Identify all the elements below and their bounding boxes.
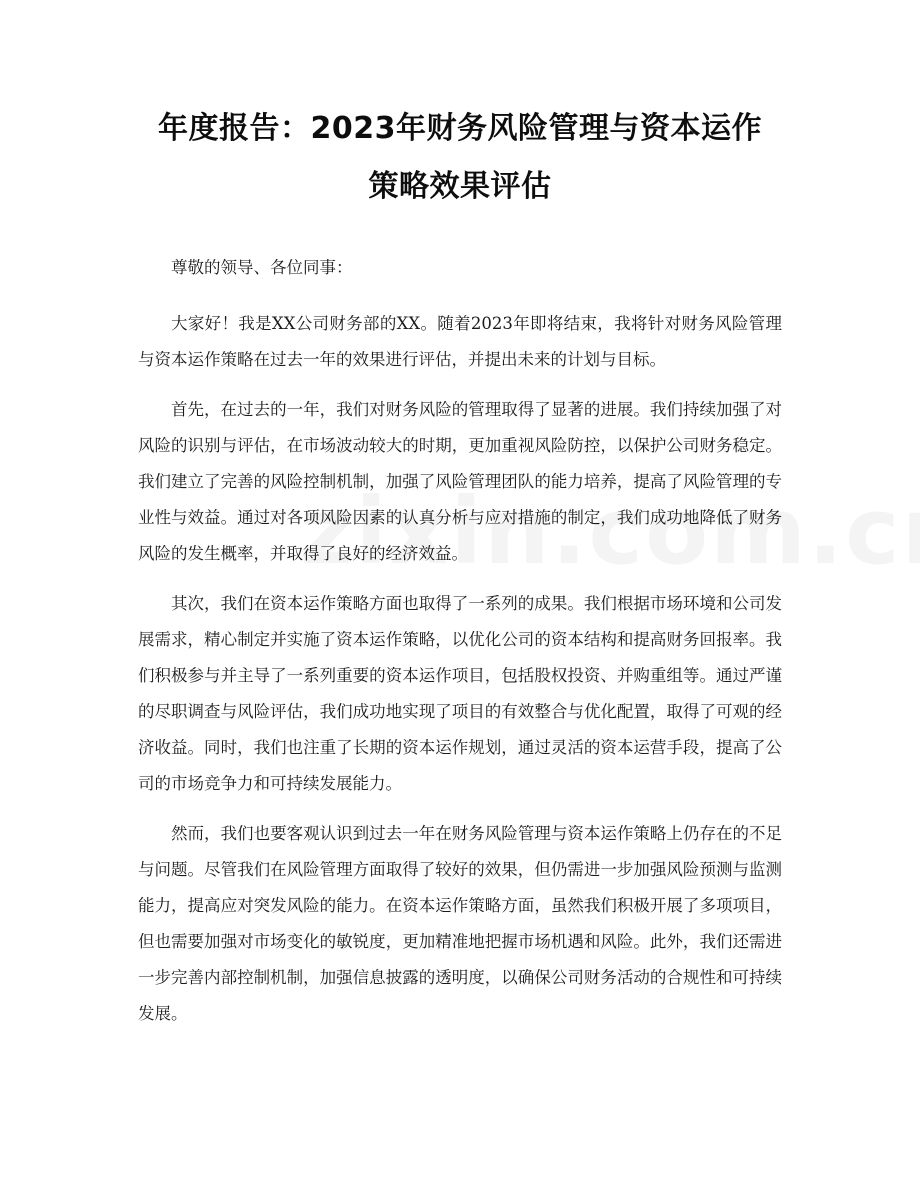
document-title xyxy=(138,100,782,216)
title-line-1: 年度报告：2023年财务风险管理与资本运作 xyxy=(158,111,762,146)
document-body xyxy=(138,250,782,1032)
salutation: 尊敬的领导、各位同事： xyxy=(171,258,353,277)
paragraph-intro: 大家好！我是XX公司财务部的XX。随着2023年即将结束，我将针对财务风险管理与资本运作策略在过去一年的效果进行评估，并提出未来的计划与目标。 xyxy=(138,314,782,369)
paragraph-capital-operation: 其次，我们在资本运作策略方面也取得了一系列的成果。我们根据市场环境和公司发展需求，精心制定并实施了资本运作策略，以优化公司的资本结构和提高财务回报率。我们积极参与并主导了一系列重要的资本运作项目，包括股权投资、并购重组等。通过严谨的尽职调查与风险评估，我们成功地实现了项目的有效整合与优化配置，取得了可观的经济收益。同时，我们也注重了长期的资本运作规划，通过灵活的资本运营手段，提高了公司的市场竞争力和可持续发展能力。 xyxy=(138,594,782,793)
paragraph-shortcomings: 然而，我们也要客观认识到过去一年在财务风险管理与资本运作策略上仍存在的不足与问题。尽管我们在风险管理方面取得了较好的效果，但仍需进一步加强风险预测与监测能力，提高应对突发风险的能力。在资本运作策略方面，虽然我们积极开展了多项项目，但也需要加强对市场变化的敏锐度，更加精准地把握市场机遇和风险。此外，我们还需进一步完善内部控制机制，加强信息披露的透明度，以确保公司财务活动的合规性和可持续发展。 xyxy=(138,824,782,1023)
paragraph-risk-management: 首先，在过去的一年，我们对财务风险的管理取得了显著的进展。我们持续加强了对风险的识别与评估，在市场波动较大的时期，更加重视风险防控，以保护公司财务稳定。我们建立了完善的风险控制机制，加强了风险管理团队的能力培养，提高了风险管理的专业性与效益。通过对各项风险因素的认真分析与应对措施的制定，我们成功地降低了财务风险的发生概率，并取得了良好的经济效益。 xyxy=(138,400,782,563)
title-line-2: 策略效果评估 xyxy=(368,169,552,204)
